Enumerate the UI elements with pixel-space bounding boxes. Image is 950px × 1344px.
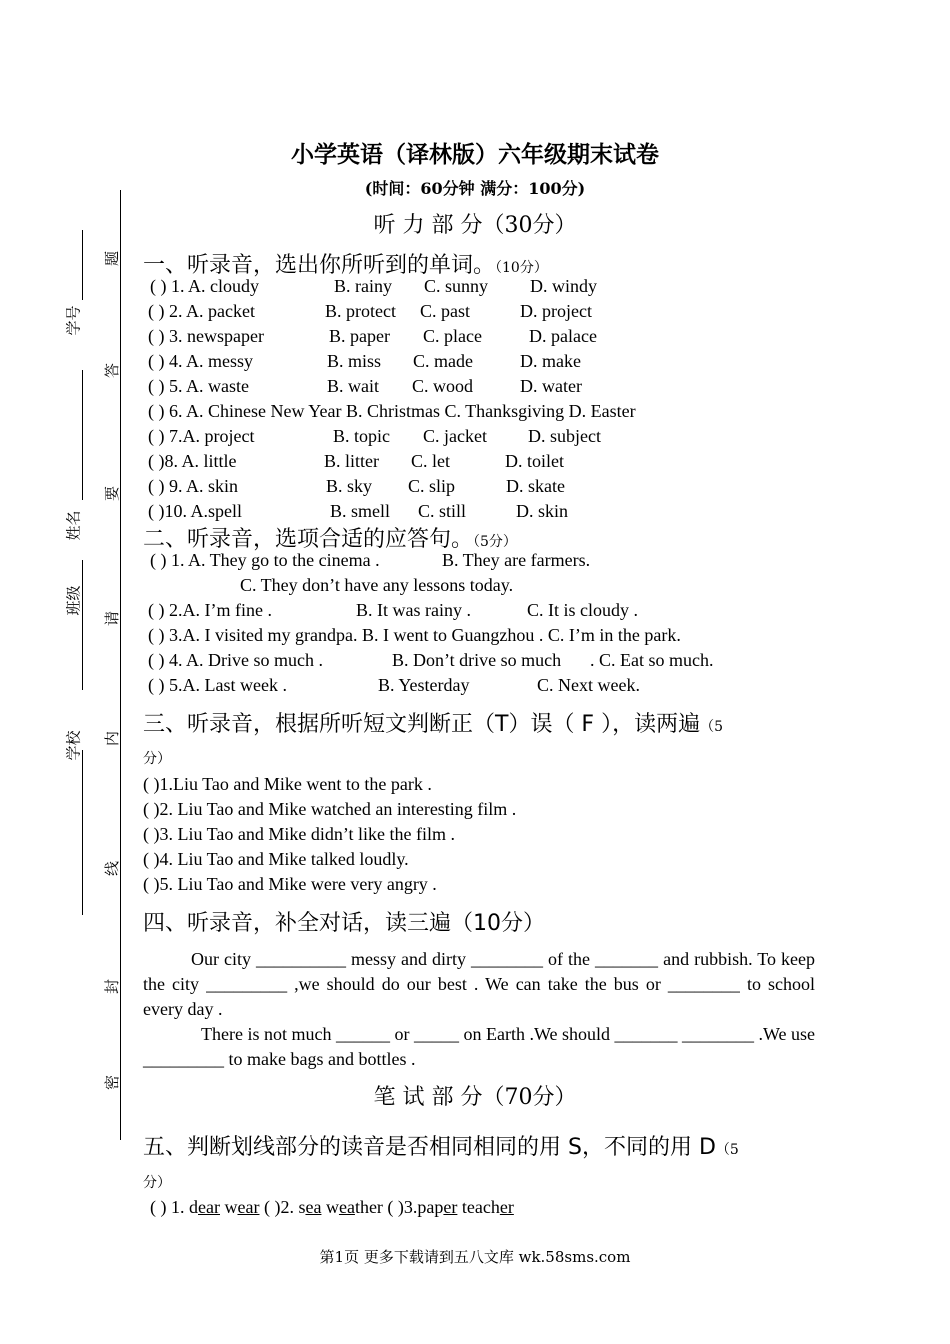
option-c: C. Next week. bbox=[537, 675, 640, 695]
section2-score: （5分） bbox=[473, 534, 517, 550]
section1-score: （10分） bbox=[495, 260, 548, 276]
phonics-q1: ( ) 1. d bbox=[150, 1197, 198, 1217]
option-c: C. wood bbox=[412, 376, 474, 396]
student-name-label: 姓名 bbox=[64, 510, 83, 541]
statement-item: ( )5. Liu Tao and Mike were very angry . bbox=[143, 874, 437, 894]
seal-line bbox=[120, 190, 121, 1140]
listening-header: 听 力 部 分（30分） bbox=[373, 213, 577, 238]
section2-title: 二、听录音，选项合适的应答句。 bbox=[143, 527, 474, 552]
phonics-text: teach bbox=[457, 1197, 500, 1217]
phonics-text: w bbox=[321, 1197, 339, 1217]
margin-rule bbox=[82, 560, 83, 690]
underlined-sound: ea bbox=[305, 1197, 322, 1217]
option-c: . C. Eat so much. bbox=[590, 650, 714, 670]
option-c: C. made bbox=[413, 351, 473, 371]
option-c: C. They don’t have any lessons today. bbox=[240, 575, 514, 595]
option-c: C. place bbox=[423, 326, 482, 346]
option-c: C. jacket bbox=[423, 426, 487, 446]
section5-heading bbox=[143, 1130, 739, 1161]
section1-heading bbox=[143, 248, 548, 279]
option-b: B. protect bbox=[325, 301, 396, 321]
option-d: D. water bbox=[520, 376, 582, 396]
question-stem: ( ) 3.A. I visited my grandpa. B. I went to Guangzhou . C. I’m in the park. bbox=[148, 625, 681, 645]
option-b: B. rainy bbox=[334, 276, 392, 296]
option-c: C. let bbox=[411, 451, 450, 471]
question-stem: ( ) 4. A. messy bbox=[148, 351, 253, 371]
seal-char: 请 bbox=[103, 610, 122, 627]
question-stem: ( )10. A.spell bbox=[148, 501, 242, 521]
statement-item: ( )4. Liu Tao and Mike talked loudly. bbox=[143, 849, 409, 869]
option-d: D. make bbox=[520, 351, 581, 371]
cloze-paragraph-2: There is not much ______ or _____ on Earth .We should _______ ________ .We use _________ to make bags and bottles . bbox=[143, 1024, 816, 1069]
seal-char: 线 bbox=[103, 860, 122, 877]
cloze-paragraph-1: Our city __________ messy and dirty ________ of the _______ and rubbish. To keep the city _________ ,we should do our best . We can take the bus or ________ to school every day . bbox=[143, 949, 815, 1019]
statement-item: ( )1.Liu Tao and Mike went to the park . bbox=[143, 774, 432, 794]
writing-header: 笔 试 部 分（70分） bbox=[373, 1085, 577, 1110]
question-stem: ( ) 4. A. Drive so much . bbox=[148, 650, 323, 670]
option-b: B. They are farmers. bbox=[442, 550, 591, 570]
option-d: D. skate bbox=[506, 476, 565, 496]
option-d: D. project bbox=[520, 301, 592, 321]
statement-item: ( )3. Liu Tao and Mike didn’t like the film . bbox=[143, 824, 456, 844]
question-stem: ( ) 3. newspaper bbox=[148, 326, 264, 346]
option-c: C. past bbox=[420, 301, 471, 321]
page-footer: 第1页 更多下载请到五八文库 wk.58sms.com bbox=[319, 1248, 631, 1266]
question-stem: ( ) 1. A. They go to the cinema . bbox=[150, 550, 380, 570]
statement-item: ( )2. Liu Tao and Mike watched an interesting film . bbox=[143, 799, 517, 819]
phonics-q2: ( )2. s bbox=[259, 1197, 306, 1217]
option-b: B. smell bbox=[330, 501, 391, 521]
question-stem: ( ) 2. A. packet bbox=[148, 301, 255, 321]
underlined-sound: er bbox=[499, 1197, 514, 1217]
question-stem: ( )8. A. little bbox=[148, 451, 237, 471]
section5-score: （5 bbox=[715, 1142, 739, 1158]
section1-title: 一、听录音，选出你所听到的单词。 bbox=[143, 253, 496, 278]
option-b: B. Don’t drive so much bbox=[392, 650, 562, 670]
exam-subtitle: (时间：60分钟 满分：100分) bbox=[364, 179, 586, 198]
option-d: D. windy bbox=[530, 276, 597, 296]
exam-title: 小学英语（译林版）六年级期末试卷 bbox=[291, 141, 659, 168]
option-b: B. sky bbox=[326, 476, 373, 496]
student-id-label: 学号 bbox=[64, 305, 83, 336]
section3-heading bbox=[143, 707, 723, 738]
option-d: D. subject bbox=[528, 426, 601, 446]
section4-heading: 四、听录音，补全对话，读三遍（10分） bbox=[143, 911, 545, 936]
option-c: C. It is cloudy . bbox=[527, 600, 638, 620]
school-label: 学校 bbox=[64, 730, 83, 761]
phonics-text: w bbox=[219, 1197, 238, 1217]
option-b: B. topic bbox=[333, 426, 390, 446]
seal-char: 题 bbox=[103, 250, 122, 267]
margin-rule bbox=[82, 230, 83, 300]
class-label: 班级 bbox=[64, 585, 83, 616]
option-b: B. miss bbox=[327, 351, 382, 371]
section3-score-cont: 分） bbox=[143, 751, 171, 767]
section2-heading bbox=[143, 522, 517, 553]
phonics-row bbox=[150, 1197, 514, 1218]
section3-score: （5 bbox=[700, 719, 724, 735]
question-stem: ( ) 7.A. project bbox=[148, 426, 255, 446]
underlined-sound: er bbox=[443, 1197, 458, 1217]
question-stem: ( ) 1. A. cloudy bbox=[150, 276, 259, 296]
seal-char: 要 bbox=[103, 485, 122, 502]
section3-title: 三、听录音，根据所听短文判断正（T）误（ F ），读两遍 bbox=[143, 712, 701, 737]
option-b: B. paper bbox=[329, 326, 390, 346]
phonics-text: ther bbox=[354, 1197, 383, 1217]
section5-score-cont: 分） bbox=[143, 1175, 171, 1191]
option-d: D. skin bbox=[516, 501, 569, 521]
option-d: D. palace bbox=[529, 326, 597, 346]
option-b: B. It was rainy . bbox=[356, 600, 471, 620]
margin-rule bbox=[82, 370, 83, 500]
seal-char: 答 bbox=[103, 362, 122, 379]
question-stem: ( ) 2.A. I’m fine . bbox=[148, 600, 272, 620]
seal-char: 封 bbox=[103, 978, 122, 995]
section5-title: 五、判断划线部分的读音是否相同相同的用 S，不同的用 D bbox=[143, 1135, 716, 1160]
underlined-sound: ear bbox=[198, 1197, 220, 1217]
question-stem: ( ) 6. A. Chinese New Year B. Christmas C. Thanksgiving D. Easter bbox=[148, 401, 636, 421]
option-b: B. wait bbox=[327, 376, 379, 396]
option-b: B. litter bbox=[324, 451, 379, 471]
question-stem: ( ) 5.A. Last week . bbox=[148, 675, 287, 695]
underlined-sound: ear bbox=[237, 1197, 260, 1217]
option-d: D. toilet bbox=[505, 451, 564, 471]
binding-margin bbox=[60, 190, 130, 1150]
seal-char: 内 bbox=[103, 730, 122, 747]
option-c: C. slip bbox=[408, 476, 456, 496]
option-c: C. sunny bbox=[424, 276, 489, 296]
underlined-sound: ea bbox=[338, 1197, 355, 1217]
margin-rule bbox=[82, 750, 83, 915]
option-b: B. Yesterday bbox=[378, 675, 470, 695]
question-stem: ( ) 5. A. waste bbox=[148, 376, 249, 396]
question-stem: ( ) 9. A. skin bbox=[148, 476, 238, 496]
seal-char: 密 bbox=[103, 1074, 122, 1091]
option-c: C. still bbox=[418, 501, 467, 521]
phonics-q3: ( )3.pap bbox=[382, 1197, 444, 1217]
